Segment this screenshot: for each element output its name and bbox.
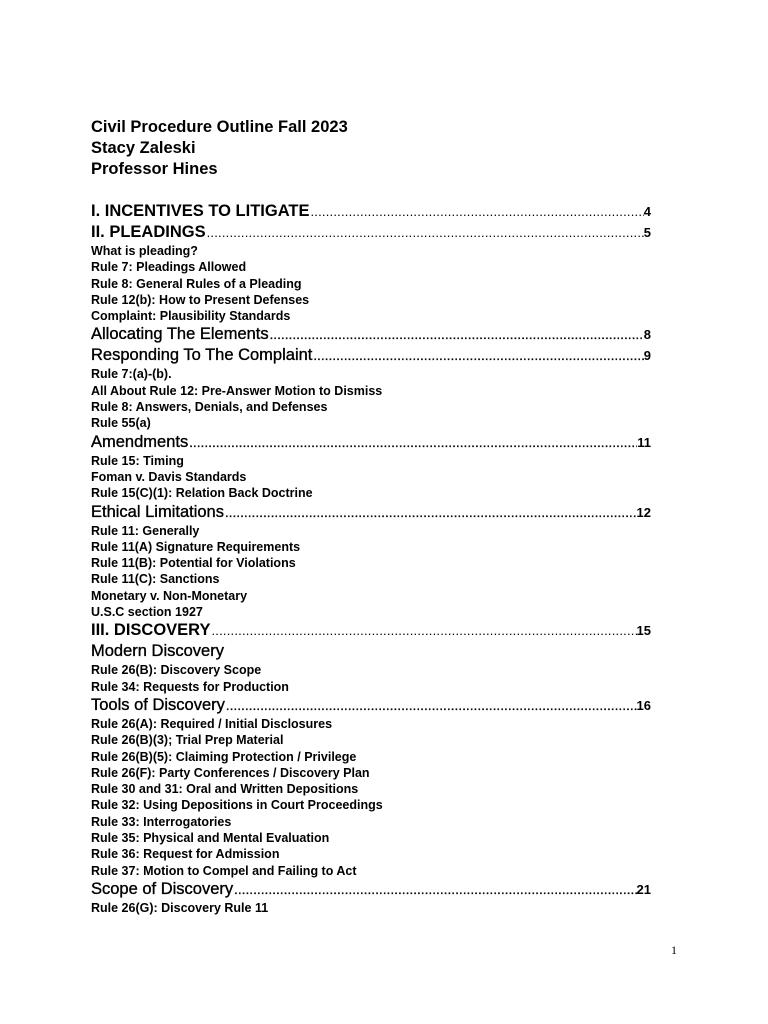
dot-leader — [270, 324, 644, 345]
toc-subentry: Rule 33: Interrogatories — [91, 814, 232, 829]
toc-subentry: Rule 11(C): Sanctions — [91, 572, 220, 587]
toc-major-entry — [91, 201, 651, 222]
toc-subentry: Rule 32: Using Depositions in Court Proceedings — [91, 798, 383, 813]
toc-subentry: Rule 8: General Rules of a Pleading — [91, 276, 302, 291]
toc-entry-title: Modern Discovery — [91, 642, 224, 661]
toc-subentry: Rule 7:(a)-(b). — [91, 367, 172, 382]
toc-entry-title: Scope of Discovery — [91, 879, 234, 898]
toc-section-entry — [91, 345, 651, 366]
outline-title: Civil Procedure Outline Fall 2023 — [91, 118, 348, 136]
toc-page-number: 21 — [636, 881, 651, 897]
page-number: 1 — [671, 943, 677, 957]
toc-subentry: All About Rule 12: Pre-Answer Motion to Dismiss — [91, 383, 383, 398]
toc-subentry: Rule 8: Answers, Denials, and Defenses — [91, 400, 328, 415]
document-header — [91, 117, 691, 180]
toc-page-number: 4 — [643, 204, 651, 219]
toc-subentry: Rule 26(B): Discovery Scope — [91, 663, 262, 678]
toc-subentry: Rule 26(G): Discovery Rule 11 — [91, 900, 269, 915]
toc-subentry: Rule 26(B)(5): Claiming Protection / Privilege — [91, 749, 357, 764]
author-name: Stacy Zaleski — [91, 139, 196, 157]
toc-page-number: 9 — [643, 348, 651, 364]
dot-leader — [212, 620, 637, 641]
toc-subentry: Rule 55(a) — [91, 416, 151, 431]
toc-entry-title: Responding To The Complaint — [91, 346, 313, 365]
toc-entry-title: I. INCENTIVES TO LITIGATE — [91, 202, 310, 220]
dot-leader — [207, 222, 644, 243]
dot-leader — [225, 502, 637, 523]
dot-leader — [189, 432, 637, 453]
toc-subentry: Rule 34: Requests for Production — [91, 679, 289, 694]
toc-entry-title: Tools of Discovery — [91, 695, 225, 714]
toc-subentry: Rule 35: Physical and Mental Evaluation — [91, 831, 330, 846]
toc-section-entry — [91, 432, 651, 453]
toc-subentry: Rule 15(C)(1): Relation Back Doctrine — [91, 486, 313, 501]
toc-subentry: Rule 30 and 31: Oral and Written Depositions — [91, 782, 359, 797]
toc-entry-title: III. DISCOVERY — [91, 621, 211, 640]
toc-subentry: Rule 26(B)(3); Trial Prep Material — [91, 733, 284, 748]
toc-entry-title: II. PLEADINGS — [91, 223, 206, 241]
dot-leader — [226, 695, 637, 716]
toc-page-number: 11 — [637, 434, 651, 450]
toc-subentry: Foman v. Davis Standards — [91, 469, 247, 484]
toc-subentry: Complaint: Plausibility Standards — [91, 309, 291, 324]
toc-subentry: U.S.C section 1927 — [91, 605, 203, 620]
toc-section-entry — [91, 502, 651, 523]
toc-major-entry — [91, 222, 651, 243]
toc-subentry: Rule 36: Request for Admission — [91, 847, 280, 862]
toc-subentry: Rule 11(B): Potential for Violations — [91, 556, 296, 571]
toc-subentry: Rule 15: Timing — [91, 453, 184, 468]
toc-subentry: Rule 11: Generally — [91, 523, 200, 538]
toc-page-number: 12 — [636, 504, 651, 520]
toc-page-number: 15 — [636, 623, 651, 639]
toc-section-entry — [91, 695, 651, 716]
toc-subentry: Rule 37: Motion to Compel and Failing to Act — [91, 863, 357, 878]
dot-leader — [311, 201, 644, 222]
toc-major-entry — [91, 620, 651, 641]
professor-name: Professor Hines — [91, 160, 218, 178]
dot-leader — [313, 345, 643, 366]
toc-entry-title: Ethical Limitations — [91, 502, 224, 521]
toc-subentry: Rule 7: Pleadings Allowed — [91, 260, 247, 275]
toc-page-number: 8 — [643, 327, 651, 343]
toc-section-entry — [91, 324, 651, 345]
toc-subentry: What is pleading? — [91, 244, 198, 258]
toc-subentry: Rule 26(F): Party Conferences / Discovery Plan — [91, 765, 370, 780]
toc-subentry: Monetary v. Non-Monetary — [91, 588, 248, 603]
toc-section-entry — [91, 879, 651, 900]
toc-entry-title: Amendments — [91, 432, 189, 451]
dot-leader — [234, 879, 636, 900]
toc-entry-title: Allocating The Elements — [91, 325, 269, 344]
toc-subentry: Rule 12(b): How to Present Defenses — [91, 292, 310, 307]
toc-page-number: 5 — [643, 225, 651, 240]
toc-section-entry — [91, 641, 651, 662]
toc-subentry: Rule 11(A) Signature Requirements — [91, 539, 301, 554]
toc-page-number: 16 — [636, 697, 651, 713]
table-of-contents — [91, 201, 651, 916]
toc-subentry: Rule 26(A): Required / Initial Disclosures — [91, 716, 333, 731]
